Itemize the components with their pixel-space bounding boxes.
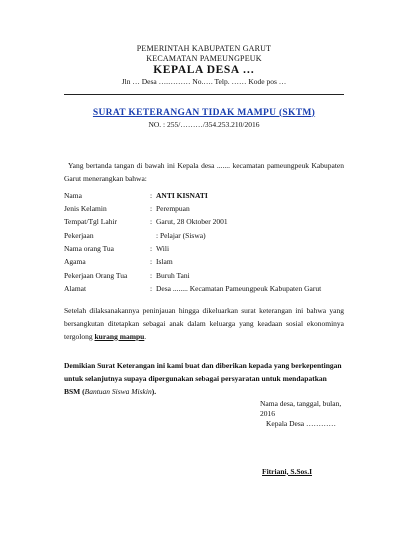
- statement-paragraph: [64, 359, 344, 398]
- field-label: Nama orang Tua: [64, 244, 114, 254]
- identity-row: [64, 271, 321, 284]
- sign-place-date: Nama desa, tanggal, bulan, 2016: [260, 398, 342, 418]
- field-label: Jenis Kelamin: [64, 203, 107, 213]
- field-value: Garut, 28 Oktober 2001: [156, 217, 228, 227]
- statement-end: ).: [151, 386, 157, 396]
- closing-paragraph: [64, 304, 344, 343]
- closing-text: Setelah dilaksanakannya peninjauan hingga dikeluarkan surat keterangan ini bahwa yang bersangkutan ditetapkan sebagai anak dalam keluarga yang keadaan sosial ekonominya tergolong: [64, 305, 344, 341]
- closing-emphasis: kurang mampu: [94, 331, 145, 341]
- field-colon: :: [150, 284, 153, 294]
- field-label: Pekerjaan: [64, 230, 94, 240]
- identity-table: [64, 191, 321, 298]
- signer-name: Fitriani, S.Sos.I: [262, 466, 313, 476]
- intro-paragraph: Yang bertanda tangan di bawah ini Kepala desa ....... kecamatan pameungpeuk Kabupaten Garut menerangkan bahwa:: [64, 160, 344, 183]
- letterhead: [64, 44, 344, 87]
- field-colon: :: [150, 190, 153, 200]
- letter-title: SURAT KETERANGAN TIDAK MAMPU (SKTM): [92, 107, 316, 118]
- field-colon: :: [150, 203, 153, 213]
- field-value: : Pelajar (Siswa): [156, 230, 206, 240]
- field-value: Perempuan: [156, 203, 190, 213]
- field-colon: :: [150, 270, 153, 280]
- field-label: Pekerjaan Orang Tua: [64, 270, 128, 280]
- statement-text: Demikian Surat Keterangan ini kami buat dan diberikan kepada yang berkepentingan untuk selanjutnya supaya dipergunakan sebagai persyaratan untuk mendapatkan BSM (: [64, 360, 342, 396]
- letter-number: NO. : 255/………/354.253.210/2016: [148, 119, 260, 129]
- signature-block: [260, 399, 344, 429]
- identity-row: [64, 231, 321, 244]
- field-colon: :: [150, 257, 153, 267]
- field-colon: :: [150, 244, 153, 254]
- closing-end: .: [144, 331, 147, 341]
- district-name: KECAMATAN PAMEUNGPEUK: [146, 53, 262, 63]
- field-value: ANTI KISNATI: [156, 190, 208, 200]
- field-colon: :: [150, 217, 153, 227]
- identity-row: [64, 244, 321, 257]
- identity-row: [64, 217, 321, 230]
- identity-row: [64, 257, 321, 270]
- statement-italic: Bantuan Siswa Miskin: [84, 386, 152, 396]
- field-value: Desa ........ Kecamatan Pameungpeuk Kabupaten Garut: [156, 284, 322, 294]
- identity-row: [64, 284, 321, 297]
- letterhead-divider: [64, 94, 344, 95]
- office-title: KEPALA DESA …: [153, 64, 255, 76]
- field-value: Wili: [156, 244, 170, 254]
- identity-row: [64, 191, 321, 204]
- government-name: PEMERINTAH KABUPATEN GARUT: [136, 44, 272, 53]
- office-address: Jln … Desa ….……… No.…. Telp. …… Kode pos …: [121, 77, 287, 86]
- field-value: Islam: [156, 257, 173, 267]
- field-label: Agama: [64, 257, 86, 267]
- field-label: Nama: [64, 190, 82, 200]
- field-label: Alamat: [64, 284, 87, 294]
- field-value: Buruh Tani: [156, 270, 190, 280]
- identity-row: [64, 204, 321, 217]
- sign-role: Kepala Desa …………: [266, 418, 336, 428]
- field-label: Tempat/Tgl Lahir: [64, 217, 117, 227]
